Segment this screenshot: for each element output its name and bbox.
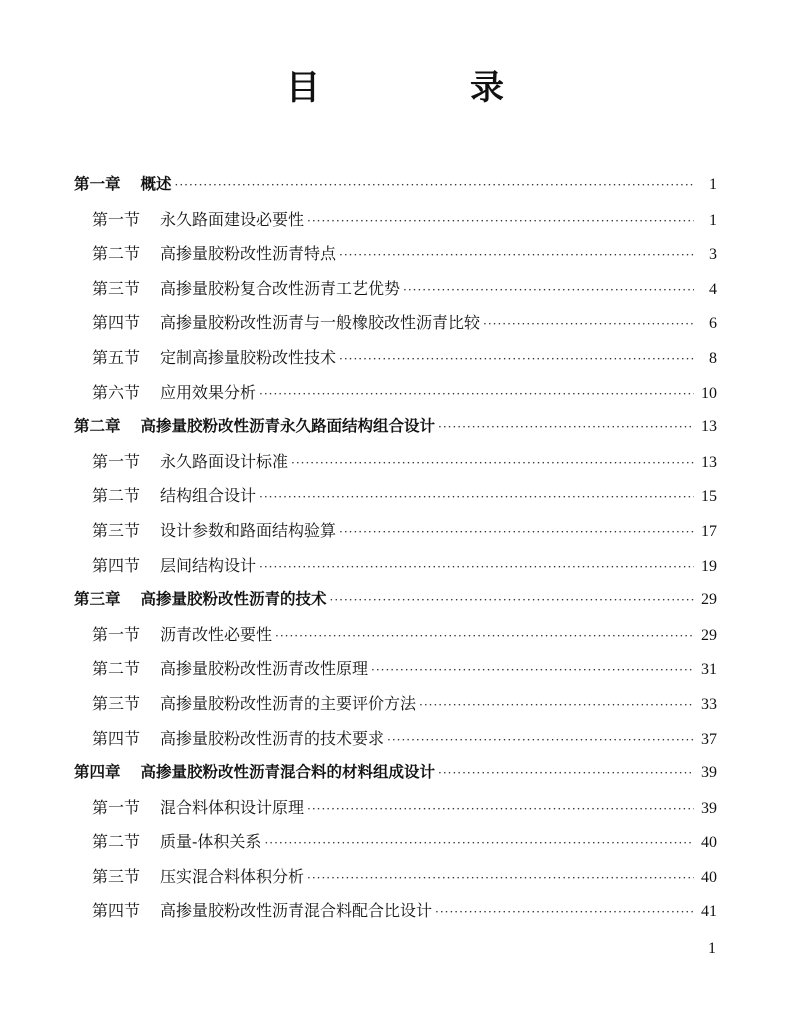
toc-page-number: 29 (701, 591, 717, 609)
dot-leader (387, 733, 694, 747)
toc-entry-number: 第三节 (92, 520, 141, 540)
toc-section-row[interactable] (74, 449, 717, 484)
toc-entry-number: 第一节 (92, 451, 141, 471)
toc-section-row[interactable] (74, 795, 717, 830)
toc-chapter-row[interactable] (74, 587, 717, 622)
toc-page-number: 4 (709, 280, 717, 298)
toc-entry-number: 第二节 (92, 486, 141, 506)
toc-entry-title: 压实混合料体积分析 (160, 866, 305, 886)
dot-leader (264, 836, 694, 850)
toc-page-number: 39 (701, 764, 717, 782)
toc-section-row[interactable] (74, 553, 717, 588)
toc-section-row[interactable] (74, 276, 717, 311)
toc-entry-number: 第一章 (74, 175, 121, 193)
toc-section-row[interactable] (74, 380, 717, 415)
toc-entry-number: 第四节 (92, 313, 141, 333)
toc-entry-title: 高掺量胶粉改性沥青与一般橡胶改性沥青比较 (160, 313, 481, 333)
toc-page-number: 13 (701, 418, 717, 436)
toc-page-number: 6 (709, 315, 717, 333)
toc-entry-number: 第三章 (74, 590, 121, 609)
dot-leader (371, 663, 694, 677)
toc-page-number: 17 (701, 522, 717, 540)
toc-entry-title: 高掺量胶粉改性沥青的技术要求 (160, 728, 385, 748)
toc-entry-title: 层间结构设计 (160, 555, 257, 575)
toc-entry-number: 第三节 (92, 866, 141, 886)
dot-leader (259, 560, 694, 574)
dot-leader (339, 525, 694, 539)
toc-section-row[interactable] (74, 829, 717, 864)
toc-section-row[interactable] (74, 622, 717, 657)
toc-section-row[interactable] (74, 310, 717, 345)
toc-entry-title: 沥青改性必要性 (160, 624, 273, 644)
toc-entry-number: 第三节 (92, 278, 141, 298)
toc-entry-title: 高掺量胶粉改性沥青改性原理 (160, 659, 369, 679)
toc-entry-number: 第二节 (92, 832, 141, 852)
toc-entry-title: 结构组合设计 (160, 486, 257, 506)
toc-entry-title: 高掺量胶粉改性沥青混合料的材料组成设计 (140, 763, 436, 782)
toc-entry-number: 第一节 (92, 624, 141, 644)
toc-entry-title: 永久路面建设必要性 (160, 209, 305, 229)
toc-section-row[interactable] (74, 241, 717, 276)
toc-page-number: 37 (701, 730, 717, 748)
dot-leader (175, 178, 694, 192)
dot-leader (259, 387, 694, 401)
toc-entry-number: 第四节 (92, 728, 141, 748)
toc-section-row[interactable] (74, 656, 717, 691)
dot-leader (307, 871, 694, 885)
toc-page-number: 33 (701, 695, 717, 713)
toc-chapter-row[interactable] (74, 414, 717, 449)
toc-chapter-row[interactable] (74, 172, 717, 207)
toc-page-number: 31 (701, 661, 717, 679)
toc-page-number: 29 (701, 626, 717, 644)
toc-page-number: 39 (701, 799, 717, 817)
toc-page-number: 19 (701, 557, 717, 575)
toc-entry-title: 高掺量胶粉改性沥青永久路面结构组合设计 (140, 417, 436, 436)
dot-leader (438, 420, 694, 434)
toc-page-number: 1 (709, 211, 717, 229)
dot-leader (435, 905, 694, 919)
toc-section-row[interactable] (74, 898, 717, 933)
dot-leader (339, 248, 694, 262)
toc-entry-title: 高掺量胶粉改性沥青混合料配合比设计 (160, 901, 433, 921)
toc-entry-number: 第二节 (92, 244, 141, 264)
toc-entry-number: 第六节 (92, 382, 141, 402)
toc-entry-number: 第二章 (74, 417, 121, 436)
footer-page-number: 1 (708, 940, 716, 957)
toc-entry-number: 第二节 (92, 659, 141, 679)
toc-chapter-row[interactable] (74, 760, 717, 795)
dot-leader (438, 766, 694, 780)
toc-page-number: 3 (709, 246, 717, 264)
toc-page-number: 10 (701, 384, 717, 402)
dot-leader (339, 352, 694, 366)
dot-leader (275, 629, 694, 643)
toc-entry-number: 第四章 (74, 763, 121, 782)
dot-leader (483, 317, 694, 331)
toc-section-row[interactable] (74, 726, 717, 761)
toc-entry-title: 定制高掺量胶粉改性技术 (160, 347, 337, 367)
toc-section-row[interactable] (74, 345, 717, 380)
toc-section-row[interactable] (74, 518, 717, 553)
dot-leader (259, 490, 694, 504)
toc-entry-number: 第一节 (92, 209, 141, 229)
toc-entry-title: 永久路面设计标准 (160, 451, 289, 471)
dot-leader (291, 456, 694, 470)
toc-entry-title: 概述 (140, 175, 172, 193)
toc-page-number: 40 (701, 868, 717, 886)
toc-entry-title: 高掺量胶粉改性沥青的技术 (140, 590, 327, 609)
toc-entry-title: 高掺量胶粉改性沥青的主要评价方法 (160, 693, 417, 713)
dot-leader (403, 283, 694, 297)
toc-entry-number: 第三节 (92, 693, 141, 713)
toc-entry-title: 设计参数和路面结构验算 (160, 520, 337, 540)
page-title: 目 录 (286, 68, 562, 108)
toc-section-row[interactable] (74, 483, 717, 518)
toc-section-row[interactable] (74, 691, 717, 726)
table-of-contents (74, 172, 717, 933)
toc-page-number: 40 (701, 834, 717, 852)
dot-leader (307, 214, 694, 228)
toc-section-row[interactable] (74, 864, 717, 899)
dot-leader (419, 698, 694, 712)
dot-leader (330, 593, 694, 607)
dot-leader (307, 802, 694, 816)
toc-entry-number: 第四节 (92, 555, 141, 575)
toc-section-row[interactable] (74, 207, 717, 242)
toc-page-number: 1 (709, 176, 717, 193)
toc-entry-number: 第四节 (92, 901, 141, 921)
toc-entry-title: 质量-体积关系 (160, 832, 262, 852)
toc-entry-title: 混合料体积设计原理 (160, 797, 305, 817)
toc-page-number: 13 (701, 453, 717, 471)
toc-entry-title: 高掺量胶粉改性沥青特点 (160, 244, 337, 264)
toc-page-number: 8 (709, 349, 717, 367)
toc-entry-number: 第一节 (92, 797, 141, 817)
toc-entry-title: 应用效果分析 (160, 382, 257, 402)
toc-page-number: 41 (701, 903, 717, 921)
toc-entry-title: 高掺量胶粉复合改性沥青工艺优势 (160, 278, 401, 298)
toc-entry-number: 第五节 (92, 347, 141, 367)
toc-page-number: 15 (701, 488, 717, 506)
